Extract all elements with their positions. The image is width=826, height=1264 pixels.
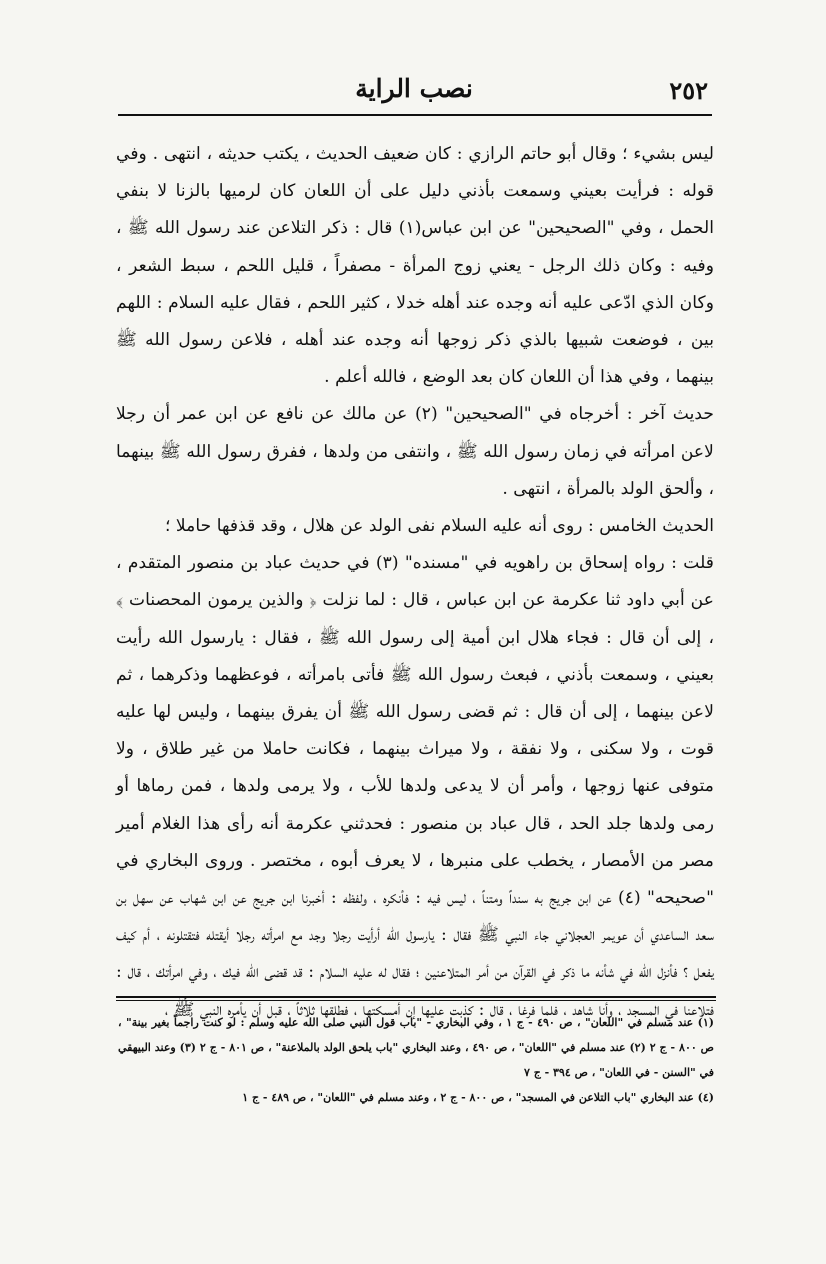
paragraph: ليس بشيء ؛ وقال أبو حاتم الرازي : كان ضعيف الحديث ، يكتب حديثه ، انتهى . وفي قوله : فرأيت بعيني وسمعت بأذني دليل على أن اللعان كان لرميها بالزنا لا بنفي الحمل ، وفي "الصحيحين" عن ابن عباس(١) قال : ذكر التلاعن عند رسول الله ﷺ ، وفيه : وكان ذلك الرجل - يعني زوج المرأة - مصفراً ، قليل اللحم ، سبط الشعر ، وكان الذي ادّعى عليه أنه وجده عند أهله خدلا ، كثير اللحم ، فقال عليه السلام : اللهم بين ، فوضعت شبيها بالذي ذكر زوجها أنه وجده عند أهله ، فلاعن رسول الله ﷺ بينهما ، وفي هذا أن اللعان كان بعد الوضع ، فالله أعلم . xyxy=(116,144,714,388)
page-number: ٢٥٢ xyxy=(669,76,708,105)
main-text xyxy=(116,136,714,1029)
footnote: (١) عند مسلم في "اللعان" ، ص ٤٩٠ - ج ١ ، وفي البخاري - "باب قول النبي صلى الله عليه وسلم : لو كنت راجماً بغير بينة" ، ص ٨٠٠ - ج ٢ (٢) عند مسلم في "اللعان" ، ص ٤٩٠ ، وعند البخاري "باب يلحق الولد بالملاعنة" ، ص ٨٠١ - ج ٢ (٣) وعند البيهقي في "السنن - في اللعان" ، ص ٣٩٤ - ج ٧ xyxy=(118,1016,715,1079)
footnotes xyxy=(118,1010,714,1110)
page-header xyxy=(120,68,708,114)
paragraph: الحديث الخامس : روى أنه عليه السلام نفى الولد عن هلال ، وقد قذفها حاملا ؛ xyxy=(165,516,714,537)
running-title: نصب الراية xyxy=(355,74,473,103)
paragraph: حديث آخر : أخرجاه في "الصحيحين" (٢) عن مالك عن نافع عن ابن عمر أن رجلا لاعن امرأته في زمان رسول الله ﷺ ، وانتفى من ولدها ، ففرق رسول الله ﷺ بينهما ، وألحق الولد بالمرأة ، انتهى . xyxy=(116,404,714,499)
footnote-rule xyxy=(116,1000,716,1001)
header-rule xyxy=(118,114,712,116)
footnote: (٤) عند البخاري "باب التلاعن في المسجد" ، ص ٨٠٠ - ج ٢ ، وعند مسلم في "اللعان" ، ص ٤٨٩ - ج ١ xyxy=(242,1091,714,1104)
paragraph: قلت : رواه إسحاق بن راهويه في "مسنده" (٣) في حديث عباد بن منصور المتقدم ، عن أبي داود ثنا عكرمة عن ابن عباس ، قال : لما نزلت ﴿ والذين يرمون المحصنات ﴾ ، إلى أن قال : فجاء هلال ابن أمية إلى رسول الله ﷺ ، فقال : يارسول الله رأيت بعيني ، وسمعت بأذني ، فبعث رسول الله ﷺ فأتى بامرأته ، فوعظهما وذكرهما ، ثم لاعن بينهما ، إلى أن قال : ثم قضى رسول الله ﷺ أن يفرق بينهما ، وليس لها عليه قوت ، ولا سكنى ، ولا نفقة ، ولا ميراث بينهما ، فكانت حاملا من غير طلاق ، ولا متوفى عنها زوجها ، وأمر أن لا يدعى ولدها للأب ، ولا يرمى ولدها ، فمن رماها أو رمى ولدها جلد الحد ، قال عباد بن منصور : فحدثني عكرمة أنه رأى هذا الغلام أمير مصر من الأمصار ، يخطب على منبرها ، لا يعرف أبوه ، مختصر . وروى البخاري في "صحيحه" (٤) عن ابن جريج به سنداً ومتناً ، ليس فيه : فأنكره ، ولفظه : أخبرنا ابن جريج عن ابن شهاب عن سهل بن سعد الساعدي أن عويمر العجلاني جاء النبي ﷺ فقال : يارسول الله أرأيت رجلا وجد مع امرأته رجلا أيقتله فتقتلونه ، أم كيف يفعل ؟ فأنزل الله في شأنه ما ذكر في القرآن من أمر المتلاعنين ؛ فقال له عليه السلام : قد قضى الله فيك ، وفي امرأتك ، قال : فتلاعنا في المسجد ، وأنا شاهد ، فلما فرغا ، قال : كذبت عليها إن أمسكتها ، فطلقها ثلاثاً ، قبل أن يأمره النبي ﷺ ، xyxy=(116,553,715,1020)
footnote-rule xyxy=(116,996,716,998)
